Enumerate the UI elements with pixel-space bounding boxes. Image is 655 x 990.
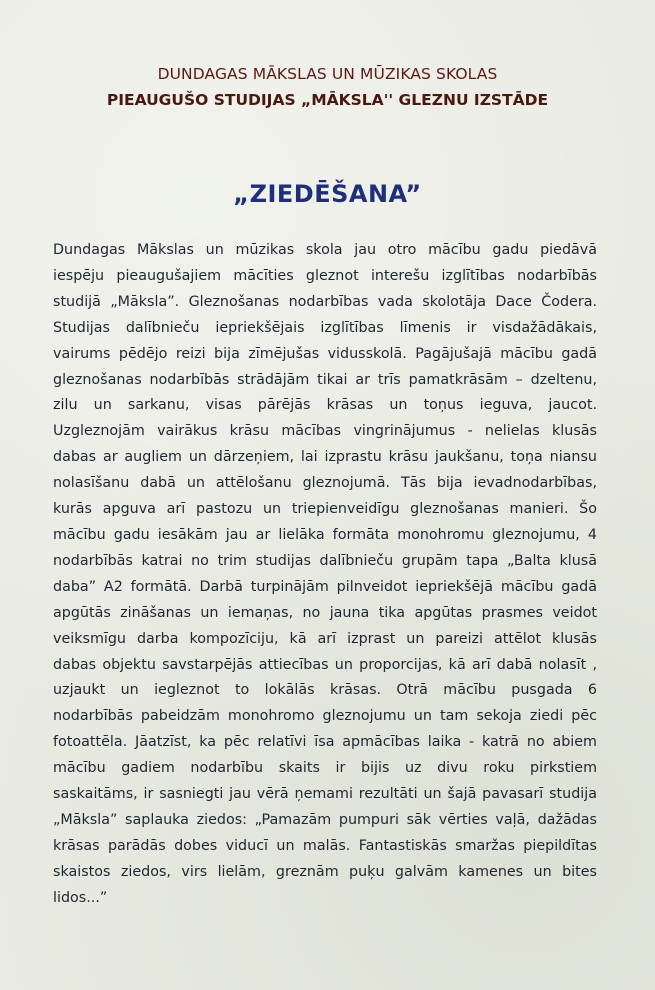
text-line: saskaitāms, ir sasniegti jau vērā ņemami rezultāti un šajā pavasarī studija xyxy=(53,786,597,803)
text-line: gleznošanas nodarbībās strādājām tikai ar trīs pamatkrāsām – dzeltenu, xyxy=(53,371,597,388)
text-line: nodarbībās pabeidzām monohromo gleznojumu un tam sekoja ziedi pēc xyxy=(53,708,597,725)
text-line: Uzgleznojām vairākus krāsu mācības vingrinājumus - nelielas klusās xyxy=(53,423,597,440)
text-line: uzjaukt un iegleznot to lokālās krāsas. Otrā mācību pusgada 6 xyxy=(53,682,597,699)
text-line: vairums pēdējo reizi bija zīmējušas vidusskolā. Pagājušajā mācību gadā xyxy=(53,345,597,362)
text-line: nodarbībās katrai no trim studijas dalībnieču grupām tapa „Balta klusā xyxy=(53,552,597,569)
text-line: „Māksla” saplauka ziedos: „Pamazām pumpuri sāk vērties vaļā, dažādas xyxy=(53,811,597,828)
text-line: lidos...” xyxy=(53,889,108,906)
text-line: skaistos ziedos, virs lielām, greznām puķu galvām kamenes un bites xyxy=(53,863,597,880)
text-line: kurās apguva arī pastozu un triepienveidīgu gleznošanas manieri. Šo xyxy=(53,501,597,518)
text-line: dabas ar augliem un dārzeņiem, lai izprastu krāsu jaukšanu, toņa niansu xyxy=(53,449,597,466)
text-line: Dundagas Mākslas un mūzikas skola jau otro mācību gadu piedāvā xyxy=(53,242,597,258)
text-line: krāsas parādās dobes viducī un malās. Fantastiskās smaržas piepildītas xyxy=(53,837,597,854)
text-line: apgūtās zināšanas un iemaņas, no jauna tika apgūtas prasmes veidot xyxy=(53,604,597,621)
text-line: dabas objektu savstarpējās attiecības un proporcijas, kā arī dabā nolasīt , xyxy=(53,656,597,673)
text-line: nolasīšanu dabā un attēlošanu gleznojumā. Tās bija ievadnodarbības, xyxy=(53,475,597,492)
exhibition-name: PIEAUGUŠO STUDIJAS „MĀKSLA'' GLEZNU IZSTĀDE xyxy=(106,91,549,109)
text-line: mācību gadu iesākām jau ar lielāka formāta monohromu gleznojumu, 4 xyxy=(53,526,597,543)
text-line: Studijas dalībnieču iepriekšējais izglītības līmenis ir visdažādākais, xyxy=(53,319,597,336)
text-line: daba” A2 formātā. Darbā turpinājām pilnveidot iepriekšējā mācību gadā xyxy=(53,578,597,595)
description-text xyxy=(53,238,597,912)
text-line: fotoattēla. Jāatzīst, ka pēc relatīvi īsa apmācības laika - katrā no abiem xyxy=(53,734,597,751)
poster-header xyxy=(0,63,655,111)
school-name: DUNDAGAS MĀKSLAS UN MŪZIKAS SKOLAS xyxy=(157,65,498,83)
text-line: iespēju pieaugušajiem mācīties gleznot interešu izglītības nodarbībās xyxy=(53,267,597,284)
text-line: studijā „Māksla”. Gleznošanas nodarbības vada skolotāja Dace Čodera. xyxy=(53,293,597,310)
text-line: veiksmīgu darba kompozīciju, kā arī izprast un pareizi attēlot klusās xyxy=(53,630,597,647)
poster-title: „ZIEDĒŠANA” xyxy=(233,180,422,208)
text-line: mācību gadiem nodarbību skaits ir bijis uz divu roku pirkstiem xyxy=(53,760,597,777)
text-line: zilu un sarkanu, visas pārējās krāsas un toņus ieguva, jaucot. xyxy=(53,397,597,414)
